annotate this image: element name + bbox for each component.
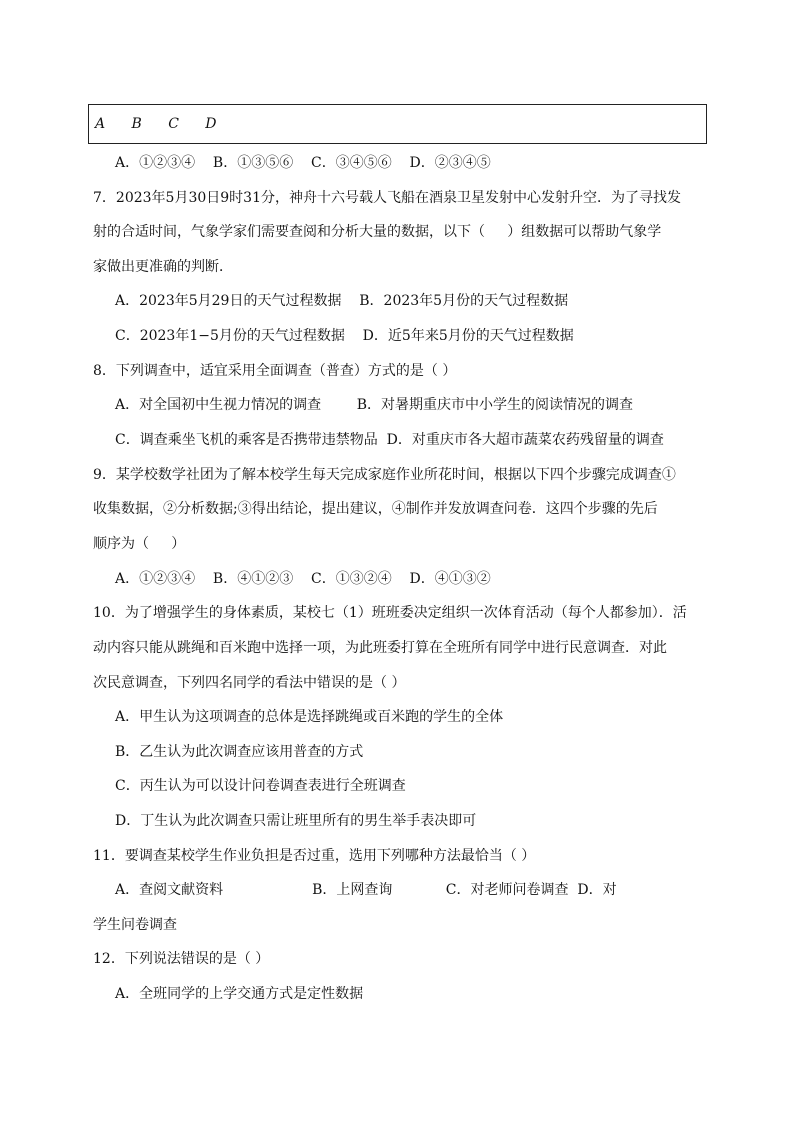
q10-text-line-1: 10．为了增强学生的身体素质，某校七（1）班班委决定组织一次体育活动（每个人都参加）．活 [93, 605, 687, 621]
q10-option-d: D．丁生认为此次调查只需让班里所有的男生举手表决即可 [115, 813, 477, 829]
q7-options-cd: C．2023年1−5月份的天气过程数据 D．近5年来5月份的天气过程数据 [115, 328, 574, 344]
answer-box-labels: A B C D [95, 116, 218, 132]
q11-text: 11．要调查某校学生作业负担是否过重，选用下列哪种方法最恰当（ ） [93, 848, 536, 864]
q12-text: 12．下列说法错误的是（ ） [93, 951, 270, 967]
q10-option-b: B．乙生认为此次调查应该用普查的方式 [115, 744, 364, 760]
q10-text-line-2: 动内容只能从跳绳和百米跑中选择一项，为此班委打算在全班所有同学中进行民意调查．对此 [93, 640, 667, 656]
q9-text-line-3: 顺序为（ ） [93, 536, 186, 552]
q9-text-line-1: 9．某学校数学社团为了解本校学生每天完成家庭作业所花时间，根据以下四个步骤完成调查① [93, 467, 676, 483]
answer-box [88, 104, 707, 144]
q10-text-line-3: 次民意调查，下列四名同学的看法中错误的是（ ） [93, 675, 406, 691]
q7-text-line-1: 7．2023年5月30日9时31分，神舟十六号载人飞船在酒泉卫星发射中心发射升空．为了寻找发 [93, 190, 681, 206]
q7-text-line-3: 家做出更准确的判断． [93, 259, 233, 275]
q8-options-cd: C．调查乘坐飞机的乘客是否携带违禁物品 D．对重庆市各大超市蔬菜农药残留量的调查 [115, 432, 664, 448]
q6-options: A．①②③④ B．①③⑤⑥ C．③④⑤⑥ D．②③④⑤ [115, 155, 491, 171]
q8-options-ab: A．对全国初中生视力情况的调查 B．对暑期重庆市中小学生的阅读情况的调查 [115, 397, 633, 413]
q11-options: A．查阅文献资料 B．上网查询 C．对老师问卷调查 D．对 [115, 882, 617, 898]
q11-options-wrap: 学生问卷调查 [93, 917, 177, 933]
q10-option-c: C．丙生认为可以设计问卷调查表进行全班调查 [115, 778, 406, 794]
q10-option-a: A．甲生认为这项调查的总体是选择跳绳或百米跑的学生的全体 [115, 709, 504, 725]
q7-text-line-2: 射的合适时间，气象学家们需要查阅和分析大量的数据，以下（ ）组数据可以帮助气象学 [93, 224, 662, 240]
q12-option-a: A．全班同学的上学交通方式是定性数据 [115, 986, 364, 1002]
q7-options-ab: A．2023年5月29日的天气过程数据 B．2023年5月份的天气过程数据 [115, 293, 569, 309]
q8-text: 8．下列调查中，适宜采用全面调查（普查）方式的是（ ） [93, 363, 457, 379]
q9-text-line-2: 收集数据，②分析数据;③得出结论，提出建议，④制作并发放调查问卷．这四个步骤的先后 [93, 501, 658, 517]
q9-options: A．①②③④ B．④①②③ C．①③②④ D．④①③② [115, 571, 491, 587]
